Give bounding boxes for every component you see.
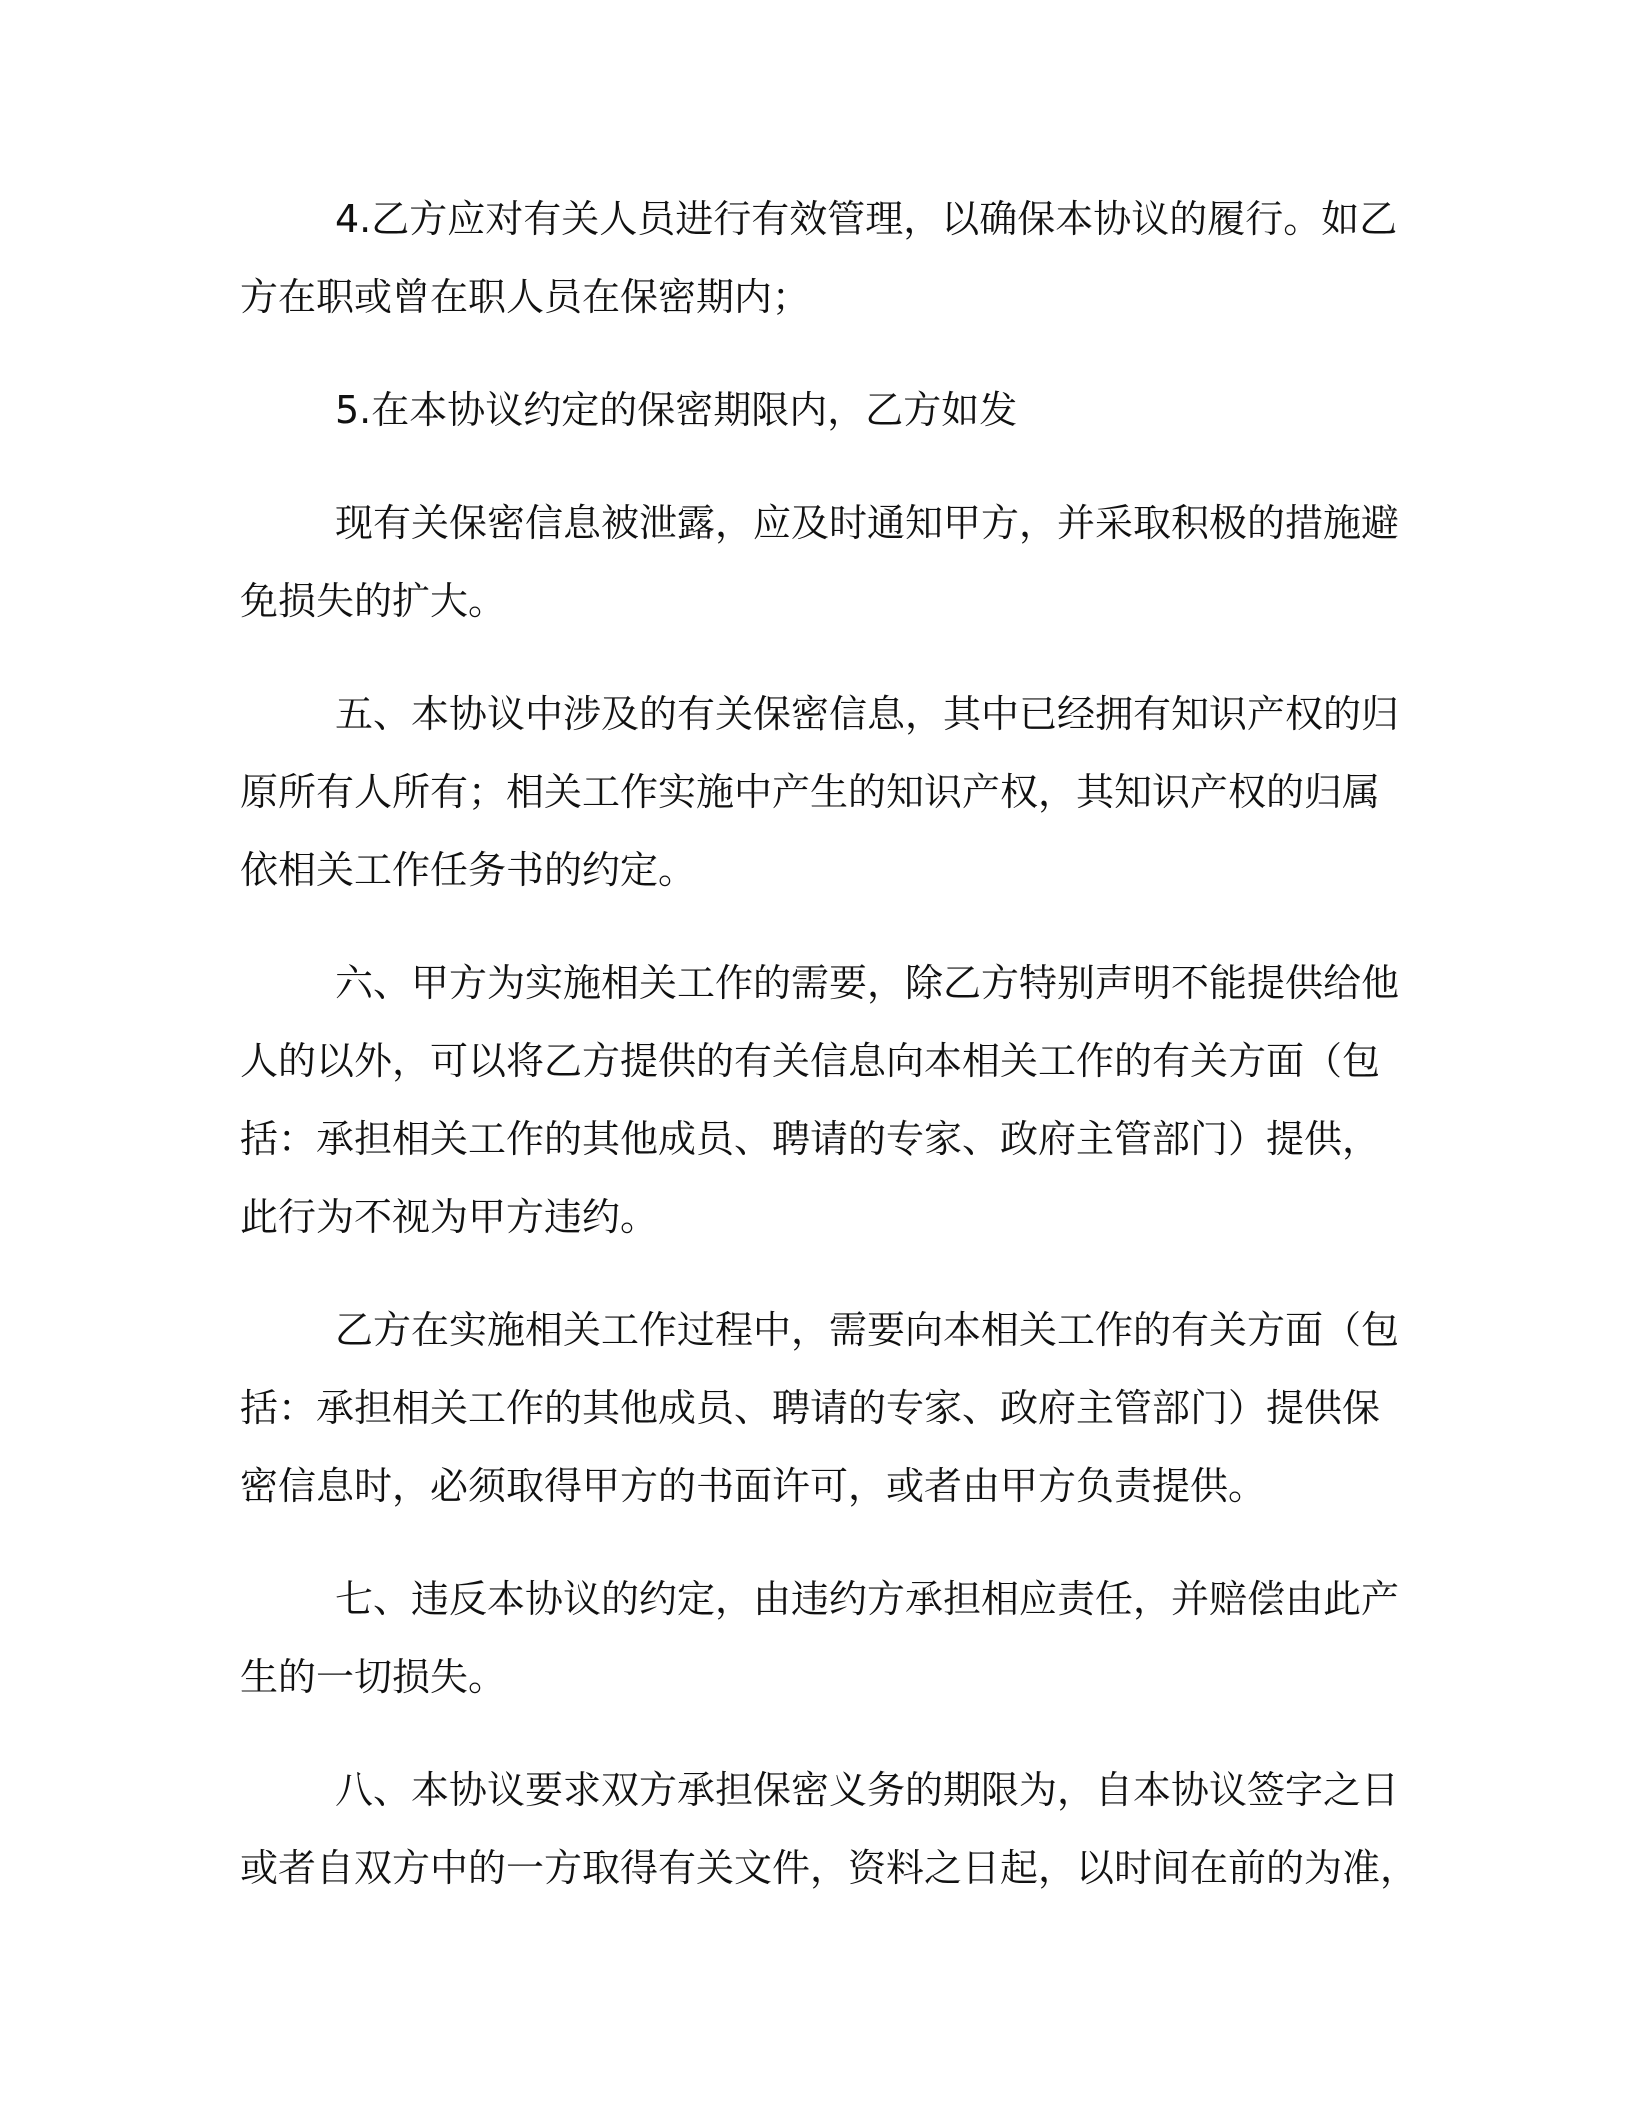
- text-line: 现有关保密信息被泄露，应及时通知甲方，并采取积极的措施避: [335, 501, 1400, 545]
- text-line: 六、甲方为实施相关工作的需要，除乙方特别声明不能提供给他: [335, 961, 1400, 1005]
- text-line: 八、本协议要求双方承担保密义务的期限为，自本协议签字之日: [335, 1768, 1400, 1812]
- text-line: 括：承担相关工作的其他成员、聘请的专家、政府主管部门）提供保: [240, 1386, 1381, 1430]
- paragraph-section-five: [240, 675, 1400, 909]
- text-line: 括：承担相关工作的其他成员、聘请的专家、政府主管部门）提供，: [240, 1117, 1381, 1161]
- paragraph-section-seven: [240, 1560, 1400, 1716]
- document-page: [240, 180, 1419, 1942]
- paragraph-section-six-party-b: [240, 1291, 1400, 1525]
- text-line: 七、违反本协议的约定，由违约方承担相应责任，并赔偿由此产: [335, 1577, 1400, 1621]
- text-line: 依相关工作任务书的约定。: [240, 848, 697, 892]
- text-line: 人的以外，可以将乙方提供的有关信息向本相关工作的有关方面（包: [240, 1039, 1381, 1083]
- text-line: 五、本协议中涉及的有关保密信息，其中已经拥有知识产权的归: [335, 692, 1400, 736]
- text-line: 此行为不视为甲方违约。: [240, 1195, 659, 1239]
- text-line: 或者自双方中的一方取得有关文件，资料之日起，以时间在前的为准，: [240, 1846, 1419, 1890]
- paragraph-clause-4: [240, 180, 1398, 336]
- text-line: 方在职或曾在职人员在保密期内；: [240, 275, 811, 319]
- paragraph-clause-5-continued: [240, 484, 1400, 640]
- text-line: 密信息时，必须取得甲方的书面许可，或者由甲方负责提供。: [240, 1464, 1267, 1508]
- text-line: 原所有人所有；相关工作实施中产生的知识产权，其知识产权的归属: [240, 770, 1381, 814]
- paragraph-section-eight: [240, 1751, 1419, 1907]
- paragraph-clause-5: [240, 371, 1380, 449]
- paragraph-section-six: [240, 944, 1400, 1256]
- text-line: 乙方在实施相关工作过程中，需要向本相关工作的有关方面（包: [335, 1308, 1400, 1352]
- text-line: 生的一切损失。: [240, 1655, 507, 1699]
- text-line: 4.乙方应对有关人员进行有效管理，以确保本协议的履行。如乙: [335, 197, 1398, 241]
- text-line: 5.在本协议约定的保密期限内，乙方如发: [335, 388, 1018, 432]
- text-line: 免损失的扩大。: [240, 579, 507, 623]
